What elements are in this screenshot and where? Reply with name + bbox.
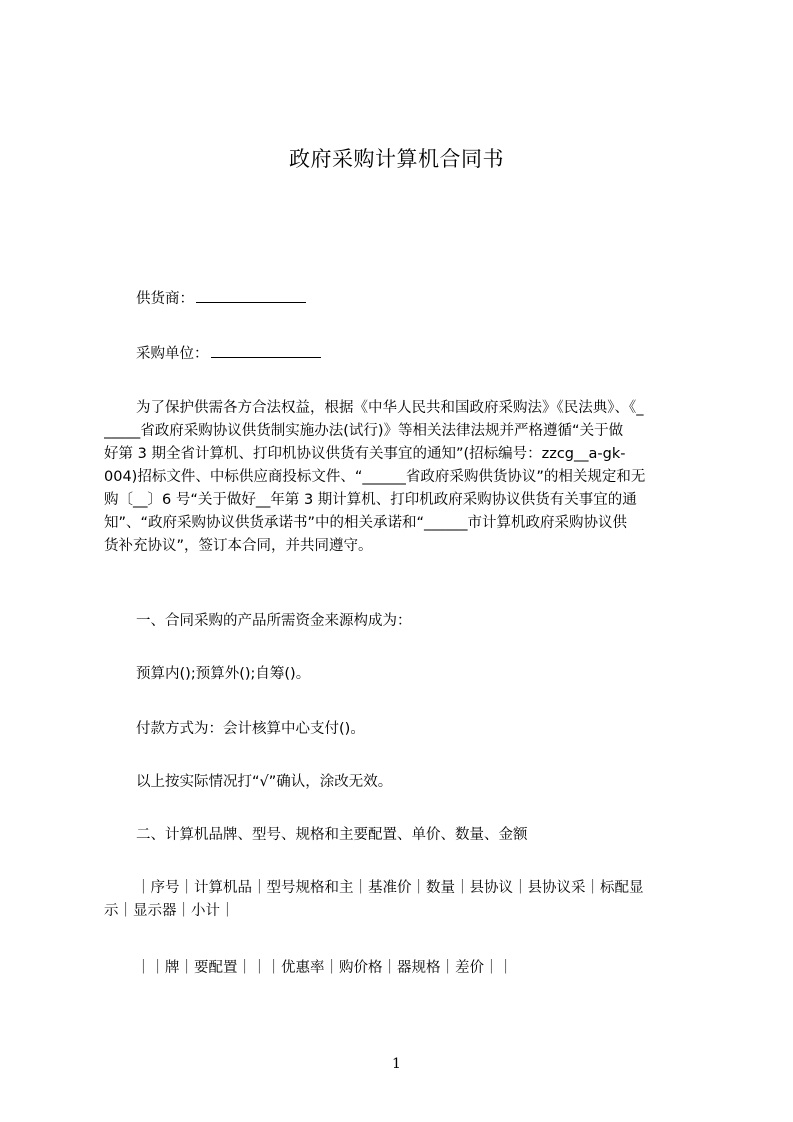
table-header-line: 示｜显示器｜小计｜ xyxy=(104,903,235,919)
budget-line: 预算内();预算外();自筹()。 xyxy=(136,666,311,682)
table-header xyxy=(104,877,700,923)
intro-line: _____省政府采购协议供货制实施办法(试行)》等相关法律法规并严格遵循“关于做 xyxy=(104,423,624,439)
intro-line: 货补充协议”，签订本合同，并共同遵守。 xyxy=(104,538,373,554)
table-header-line: ｜序号｜计算机品｜型号规格和主｜基准价｜数量｜县协议｜县协议采｜标配显 xyxy=(136,880,644,896)
intro-line: 004)招标文件、中标供应商投标文件、“______省政府采购供货协议”的相关规定和无 xyxy=(104,469,646,485)
table-subheader: ｜｜牌｜要配置｜｜｜优惠率｜购价格｜器规格｜差价｜｜ xyxy=(136,960,513,976)
intro-line: 知”、“政府采购协议供货承诺书”中的相关承诺和“______市计算机政府采购协议供 xyxy=(104,515,628,531)
payment-line: 付款方式为：会计核算中心支付()。 xyxy=(136,721,365,737)
section2-heading: 二、计算机品牌、型号、规格和主要配置、单价、数量、金额 xyxy=(136,827,528,843)
supplier-line xyxy=(104,288,732,311)
intro-paragraph xyxy=(104,397,700,558)
section1-heading: 一、合同采购的产品所需资金来源构成为： xyxy=(136,613,412,629)
intro-line: 购〔__〕6 号“关于做好__年第 3 期计算机、打印机政府采购协议供货有关事宜的通 xyxy=(104,492,637,508)
supplier-label: 供货商： xyxy=(136,291,194,307)
purchaser-line xyxy=(104,343,732,366)
intro-line: 好第 3 期全省计算机、打印机协议供货有关事宜的通知”(招标编号：zzcg__a-gk- xyxy=(104,446,626,462)
document-title: 政府采购计算机合同书 xyxy=(289,147,504,171)
confirm-line: 以上按实际情况打“√”确认，涂改无效。 xyxy=(136,774,393,790)
supplier-blank xyxy=(196,288,306,303)
intro-line: 为了保护供需各方合法权益，根据《中华人民共和国政府采购法》《民法典》、《_ xyxy=(136,400,644,416)
purchaser-label: 采购单位： xyxy=(136,346,209,362)
purchaser-blank xyxy=(211,343,321,358)
page-number: 1 xyxy=(392,1056,401,1072)
